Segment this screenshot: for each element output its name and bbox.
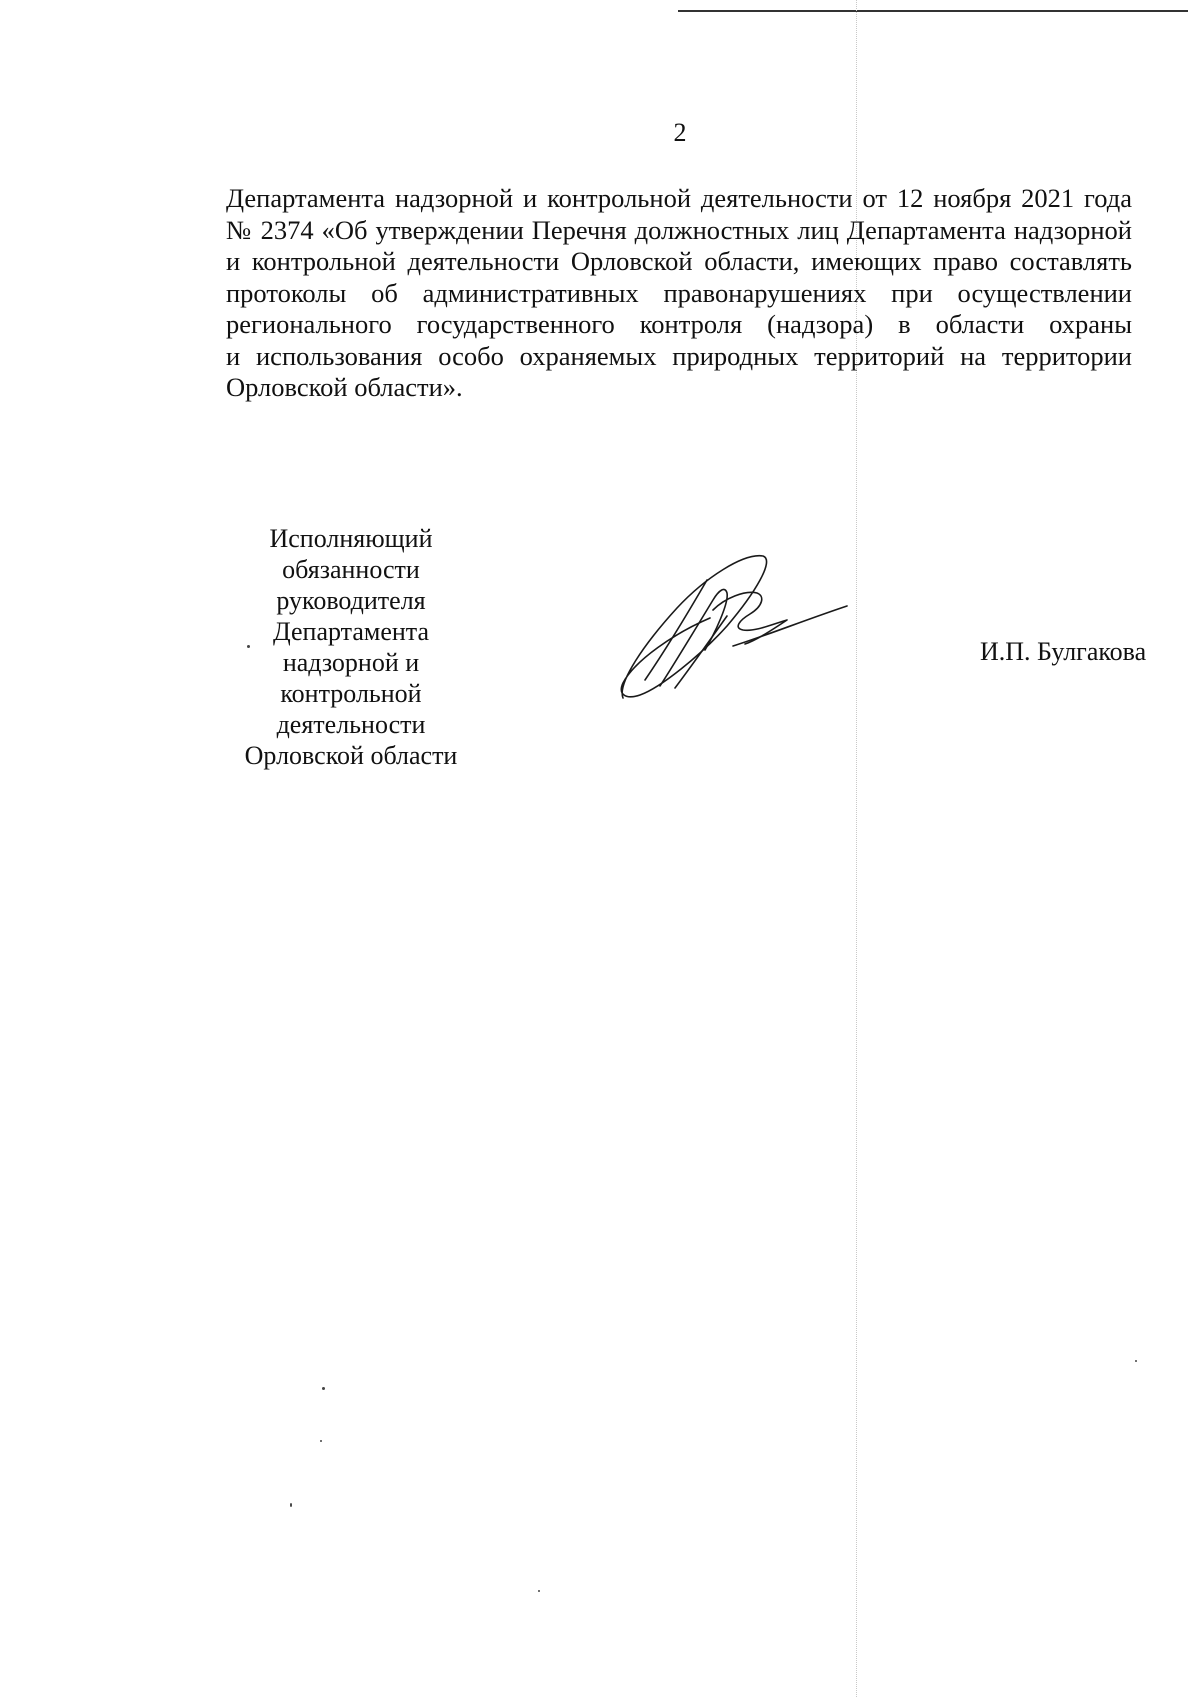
signatory-name: И.П. Булгакова bbox=[980, 637, 1147, 666]
position-line: руководителя bbox=[276, 586, 426, 615]
top-rule bbox=[678, 10, 1188, 12]
body-line: и контрольной деятельности Орловской области, имеющих право составлять bbox=[226, 246, 1132, 276]
body-line: регионального государственного контроля (надзора) в области охраны bbox=[226, 309, 1132, 339]
position-line: обязанности bbox=[282, 555, 420, 584]
position-line: Орловской области bbox=[244, 741, 458, 770]
scan-speck bbox=[322, 1387, 325, 1390]
position-line: Департамента bbox=[272, 617, 430, 646]
body-line: и использования особо охраняемых природных территорий на территории bbox=[226, 340, 1132, 371]
position-line: Исполняющий bbox=[269, 524, 433, 553]
scan-speck bbox=[290, 1503, 292, 1507]
body-line: Департамента надзорной и контрольной деятельности от 12 ноября 2021 года bbox=[226, 183, 1132, 213]
scan-speck bbox=[1135, 1360, 1137, 1362]
page-number: 2 bbox=[673, 118, 687, 147]
position-line: контрольной bbox=[280, 679, 422, 708]
scan-speck bbox=[538, 1590, 540, 1592]
body-line: Орловской области». bbox=[226, 372, 463, 402]
signatory-position bbox=[226, 523, 476, 771]
handwritten-signature bbox=[615, 548, 855, 708]
body-line: № 2374 «Об утверждении Перечня должностных лиц Департамента надзорной bbox=[226, 214, 1132, 245]
body-line: протоколы об административных правонарушениях при осуществлении bbox=[226, 277, 1132, 308]
scan-speck bbox=[247, 645, 250, 648]
position-line: деятельности bbox=[276, 710, 426, 739]
scan-speck bbox=[320, 1440, 322, 1442]
body-paragraph bbox=[226, 183, 1132, 404]
position-line: надзорной и bbox=[282, 648, 420, 677]
